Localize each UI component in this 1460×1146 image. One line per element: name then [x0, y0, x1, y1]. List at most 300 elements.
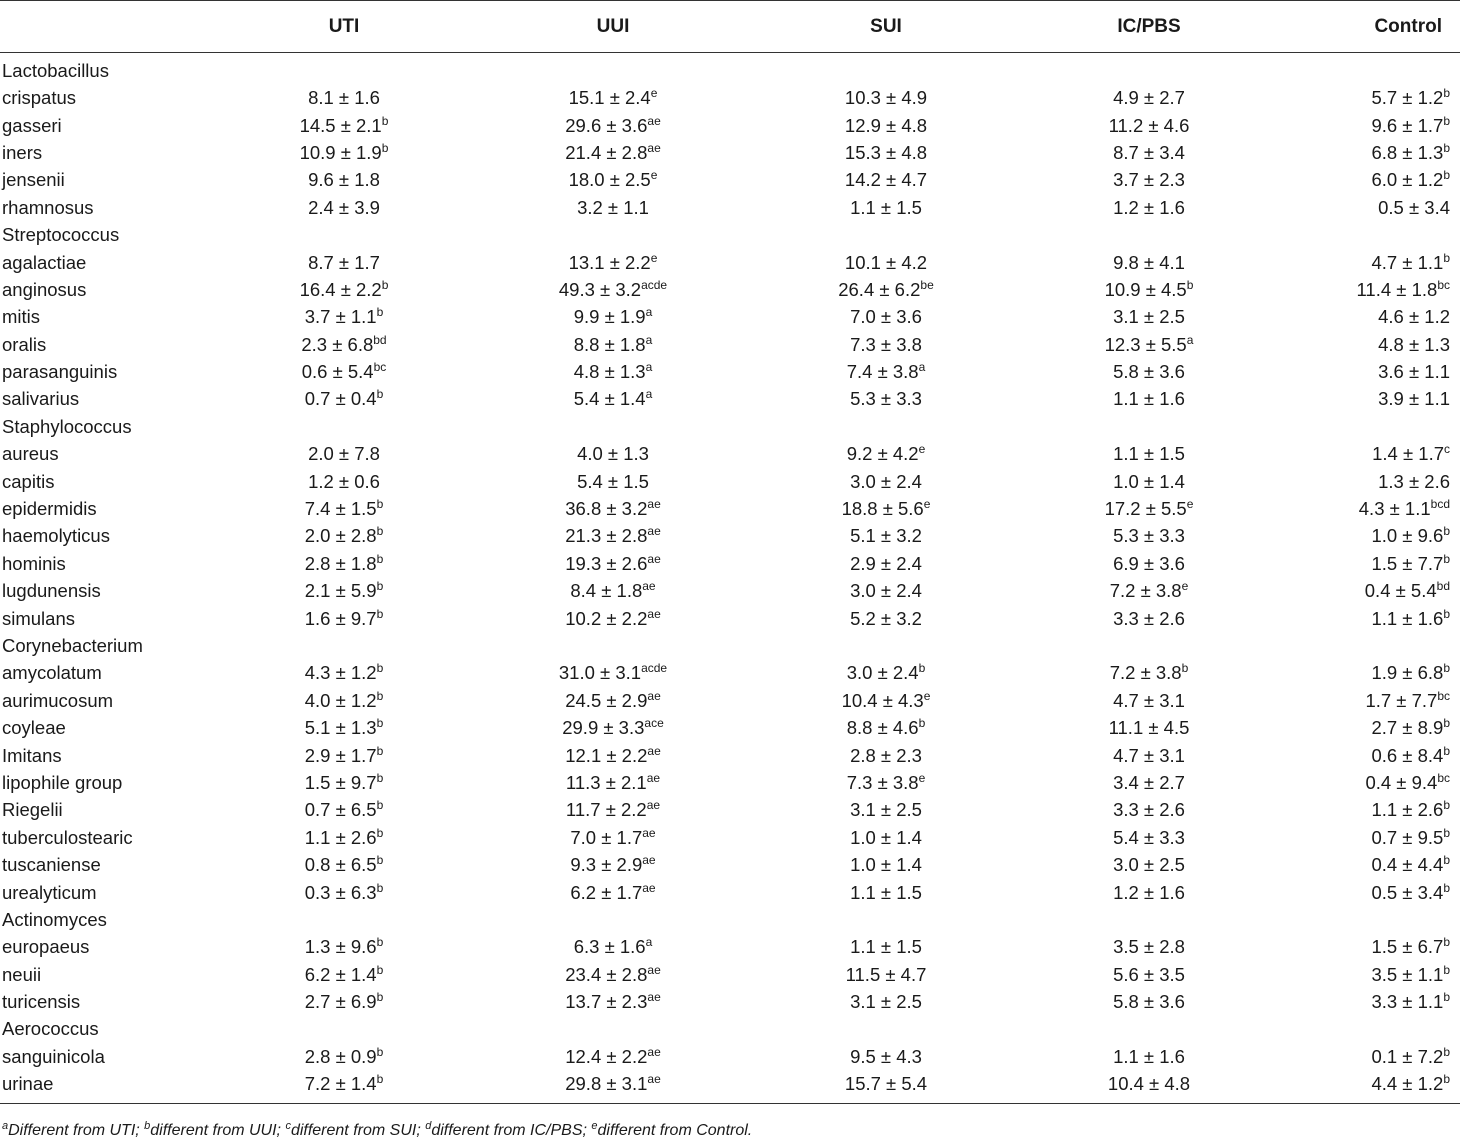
cell-value: 9.5 ± 4.3: [850, 1045, 922, 1067]
table-cell: [1004, 53, 1294, 85]
table-row: [0, 467, 1460, 494]
table-row: [0, 961, 1460, 988]
cell-superscript: a: [645, 305, 653, 320]
species-label: iners: [2, 141, 43, 163]
table-cell: [1004, 1015, 1294, 1042]
table-cell: [458, 221, 768, 248]
cell-value: 5.7 ± 1.2: [1371, 87, 1444, 109]
table-cell: [768, 1070, 1004, 1104]
table-cell: [1294, 1043, 1460, 1070]
cell-superscript: b: [376, 579, 384, 594]
cell-value: 9.6 ± 1.7: [1371, 114, 1444, 136]
table-cell: [1294, 1070, 1460, 1104]
table-cell: [1294, 495, 1460, 522]
table-row: [0, 248, 1460, 275]
table-cell: [1004, 632, 1294, 659]
table-row: [0, 331, 1460, 358]
table-cell: [1294, 878, 1460, 905]
table-cell: [768, 961, 1004, 988]
cell-superscript: ae: [647, 140, 661, 155]
cell-value: 3.2 ± 1.1: [577, 196, 649, 218]
table-row: [0, 276, 1460, 303]
cell-superscript: ae: [642, 825, 656, 840]
table-cell: [1004, 413, 1294, 440]
table-cell: [230, 194, 458, 221]
cell-superscript: a: [645, 332, 653, 347]
cell-superscript: b: [1443, 853, 1450, 868]
table-cell: [768, 467, 1004, 494]
table-row: [0, 933, 1460, 960]
table-cell: [1294, 632, 1460, 659]
cell-value: 0.3 ± 6.3: [304, 881, 377, 903]
table-cell: [458, 906, 768, 933]
cell-value: 1.9 ± 6.8: [1371, 662, 1444, 684]
cell-superscript: a: [645, 935, 653, 950]
table-cell: [1004, 988, 1294, 1015]
table-row: [0, 604, 1460, 631]
cell-value: 6.8 ± 1.3: [1371, 141, 1444, 163]
cell-value: 0.7 ± 9.5: [1371, 826, 1444, 848]
cell-superscript: e: [1181, 579, 1189, 594]
cell-superscript: ae: [647, 743, 661, 758]
cell-superscript: b: [376, 497, 384, 512]
footnote-marker: b: [144, 1120, 151, 1132]
table-cell: [230, 467, 458, 494]
group-header-row: [0, 1015, 1460, 1042]
group-header-row: [0, 632, 1460, 659]
cell-value: 11.5 ± 4.7: [845, 963, 927, 985]
table-cell: [768, 166, 1004, 193]
species-label: tuscaniense: [2, 854, 101, 876]
table-cell: [768, 632, 1004, 659]
cell-value: 6.9 ± 3.6: [1113, 552, 1185, 574]
table-cell: [1004, 139, 1294, 166]
cell-superscript: b: [1443, 250, 1450, 265]
cell-value: 7.0 ± 1.7: [570, 826, 643, 848]
table-cell: [230, 714, 458, 741]
cell-superscript: e: [650, 168, 658, 183]
table-row: [0, 851, 1460, 878]
table-cell: [230, 632, 458, 659]
cell-value: 4.8 ± 1.3: [1378, 333, 1450, 355]
cell-value: 0.7 ± 0.4: [304, 388, 377, 410]
species-label: lipophile group: [2, 771, 123, 793]
table-cell: [768, 1043, 1004, 1070]
species-label: haemolyticus: [2, 525, 110, 547]
table-cell: [1004, 714, 1294, 741]
table-cell: [458, 84, 768, 111]
cell-superscript: ae: [647, 1044, 661, 1059]
cell-value: 12.1 ± 2.2: [565, 744, 648, 766]
table-cell: [1004, 769, 1294, 796]
table-cell: [230, 166, 458, 193]
genus-label: Corynebacterium: [2, 635, 143, 656]
table-cell: [768, 331, 1004, 358]
cell-value: 3.0 ± 2.4: [850, 470, 922, 492]
cell-superscript: b: [376, 990, 384, 1005]
cell-superscript: ae: [642, 880, 656, 895]
table-cell: [1294, 906, 1460, 933]
cell-value: 1.5 ± 7.7: [1371, 552, 1444, 574]
cell-value: 1.7 ± 7.7: [1365, 689, 1438, 711]
table-cell: [1004, 194, 1294, 221]
cell-superscript: b: [918, 661, 926, 676]
table-cell: [1294, 84, 1460, 111]
cell-value: 2.8 ± 1.8: [304, 552, 377, 574]
table-cell: [1004, 577, 1294, 604]
table-cell: [1294, 522, 1460, 549]
cell-superscript: b: [1186, 277, 1194, 292]
table-cell: [458, 1015, 768, 1042]
table-cell: [230, 824, 458, 851]
cell-value: 4.9 ± 2.7: [1113, 87, 1185, 109]
table-cell: [458, 851, 768, 878]
table-cell: [1294, 1015, 1460, 1042]
table-cell: [1294, 851, 1460, 878]
table-footnote: [2, 1122, 752, 1140]
column-header-ic-pbs: IC/PBS: [1004, 1, 1294, 53]
group-header-row: [0, 906, 1460, 933]
table-cell: [230, 522, 458, 549]
cell-superscript: bd: [1436, 579, 1450, 594]
cell-value: 0.6 ± 8.4: [1371, 744, 1444, 766]
table-cell: [768, 906, 1004, 933]
table-cell: [1294, 440, 1460, 467]
cell-value: 1.0 ± 1.4: [850, 826, 922, 848]
cell-superscript: b: [376, 880, 384, 895]
cell-value: 14.5 ± 2.1: [299, 114, 382, 136]
table-cell: [230, 440, 458, 467]
cell-superscript: ace: [644, 716, 664, 731]
cell-value: 10.4 ± 4.3: [841, 689, 924, 711]
table-cell: [1294, 577, 1460, 604]
table-cell: [1294, 550, 1460, 577]
table-cell: [1294, 53, 1460, 85]
cell-value: 0.5 ± 3.4: [1371, 881, 1444, 903]
cell-value: 14.2 ± 4.7: [844, 169, 928, 191]
cell-value: 8.8 ± 4.6: [846, 717, 919, 739]
cell-superscript: ae: [646, 798, 661, 813]
table-cell: [230, 276, 458, 303]
species-label: Imitans: [2, 744, 62, 766]
cell-value: 3.1 ± 2.5: [850, 799, 922, 821]
table-cell: [1294, 221, 1460, 248]
cell-value: 2.9 ± 2.4: [850, 552, 922, 574]
table-cell: [768, 221, 1004, 248]
cell-value: 6.3 ± 1.6: [573, 936, 646, 958]
table-cell: [1004, 933, 1294, 960]
cell-value: 9.9 ± 1.9: [573, 306, 646, 328]
table-cell: [768, 194, 1004, 221]
cell-value: 1.3 ± 2.6: [1378, 470, 1450, 492]
table-cell: [768, 303, 1004, 330]
cell-value: 1.1 ± 1.6: [1113, 1045, 1185, 1067]
table-cell: [1294, 111, 1460, 138]
cell-value: 1.1 ± 1.5: [850, 196, 922, 218]
cell-superscript: b: [1443, 798, 1450, 813]
cell-value: 29.9 ± 3.3: [562, 717, 645, 739]
table-cell: [458, 495, 768, 522]
table-row: [0, 1070, 1460, 1104]
cell-value: 7.2 ± 3.8: [1109, 580, 1182, 602]
table-row: [0, 385, 1460, 412]
table-cell: [1004, 467, 1294, 494]
table-cell: [458, 933, 768, 960]
table-cell: [1294, 303, 1460, 330]
species-label: mitis: [2, 306, 41, 328]
table-cell: [1294, 604, 1460, 631]
cell-value: 5.3 ± 3.3: [1113, 525, 1185, 547]
cell-superscript: b: [376, 962, 384, 977]
table-row: [0, 111, 1460, 138]
table-row: [0, 577, 1460, 604]
table-cell: [1004, 906, 1294, 933]
cell-value: 2.7 ± 6.9: [304, 991, 377, 1013]
cell-value: 1.0 ± 1.4: [850, 854, 922, 876]
cell-value: 3.3 ± 1.1: [1371, 991, 1444, 1013]
table-cell: [458, 522, 768, 549]
species-label: Riegelii: [2, 799, 63, 821]
cell-value: 2.8 ± 0.9: [304, 1045, 377, 1067]
cell-superscript: e: [923, 688, 931, 703]
column-header-label: [0, 1, 230, 53]
species-label: gasseri: [2, 114, 62, 136]
cell-value: 7.2 ± 3.8: [1109, 662, 1182, 684]
table-cell: [230, 659, 458, 686]
cell-superscript: ae: [647, 524, 661, 539]
cell-superscript: ae: [647, 688, 661, 703]
cell-superscript: acde: [641, 661, 668, 676]
table-cell: [768, 769, 1004, 796]
cell-value: 10.2 ± 2.2: [565, 607, 648, 629]
table-cell: [1004, 221, 1294, 248]
table-cell: [458, 769, 768, 796]
cell-value: 5.4 ± 3.3: [1113, 826, 1185, 848]
cell-value: 2.1 ± 5.9: [304, 580, 377, 602]
cell-value: 7.0 ± 3.6: [850, 306, 922, 328]
cell-value: 3.0 ± 2.4: [850, 580, 922, 602]
table-cell: [1004, 111, 1294, 138]
table-cell: [1004, 550, 1294, 577]
cell-value: 5.4 ± 1.4: [573, 388, 646, 410]
table-cell: [230, 1070, 458, 1104]
cell-value: 3.4 ± 2.7: [1113, 771, 1185, 793]
cell-value: 18.0 ± 2.5: [568, 169, 651, 191]
table-row: [0, 84, 1460, 111]
table-row: [0, 796, 1460, 823]
genus-label: Actinomyces: [2, 908, 107, 930]
cell-superscript: e: [923, 497, 931, 512]
table-row: [0, 166, 1460, 193]
cell-superscript: acde: [641, 277, 668, 292]
table-cell: [230, 1043, 458, 1070]
species-label: aureus: [2, 443, 59, 465]
cell-superscript: bd: [373, 332, 387, 347]
cell-value: 3.3 ± 2.6: [1113, 607, 1185, 629]
cell-value: 26.4 ± 6.2: [838, 278, 921, 300]
table-cell: [1004, 166, 1294, 193]
cell-value: 5.6 ± 3.5: [1113, 963, 1185, 985]
table-cell: [458, 741, 768, 768]
table-cell: [1294, 796, 1460, 823]
cell-value: 8.4 ± 1.8: [570, 580, 643, 602]
cell-value: 10.4 ± 4.8: [1107, 1073, 1191, 1095]
cell-value: 2.8 ± 2.3: [850, 744, 922, 766]
cell-value: 2.9 ± 1.7: [304, 744, 377, 766]
table-cell: [1294, 741, 1460, 768]
column-header-uti: UTI: [230, 1, 458, 53]
table-cell: [458, 331, 768, 358]
cell-value: 3.5 ± 2.8: [1113, 936, 1185, 958]
cell-superscript: e: [918, 442, 926, 457]
cell-superscript: ae: [647, 962, 661, 977]
table-row: [0, 1043, 1460, 1070]
cell-value: 23.4 ± 2.8: [565, 963, 648, 985]
cell-superscript: a: [1186, 332, 1194, 347]
cell-superscript: bcd: [1430, 497, 1450, 512]
cell-value: 4.4 ± 1.2: [1371, 1073, 1444, 1095]
table-cell: [1294, 166, 1460, 193]
column-header-control: Control: [1294, 1, 1460, 53]
table-cell: [1004, 824, 1294, 851]
cell-value: 1.2 ± 1.6: [1113, 196, 1185, 218]
cell-value: 10.1 ± 4.2: [844, 251, 928, 273]
species-label: sanguinicola: [2, 1045, 105, 1067]
cell-value: 8.7 ± 1.7: [308, 251, 380, 273]
species-label: urinae: [0, 1070, 230, 1104]
species-label: simulans: [2, 607, 75, 629]
cell-value: 1.2 ± 0.6: [308, 470, 380, 492]
cell-superscript: b: [376, 853, 384, 868]
cell-superscript: b: [1443, 140, 1450, 155]
cell-value: 1.1 ± 1.6: [1371, 607, 1444, 629]
table-cell: [230, 769, 458, 796]
group-header-row: [0, 413, 1460, 440]
column-header-sui: SUI: [768, 1, 1004, 53]
cell-superscript: b: [381, 140, 389, 155]
cell-superscript: c: [1444, 442, 1450, 457]
table-cell: [1294, 385, 1460, 412]
table-cell: [230, 139, 458, 166]
table-cell: [1294, 933, 1460, 960]
table-cell: [458, 796, 768, 823]
cell-value: 3.7 ± 1.1: [304, 306, 377, 328]
table-cell: [458, 385, 768, 412]
table-cell: [458, 358, 768, 385]
cell-superscript: b: [1181, 661, 1189, 676]
cell-value: 5.8 ± 3.6: [1113, 991, 1185, 1013]
cell-value: 9.3 ± 2.9: [570, 854, 643, 876]
cell-value: 15.3 ± 4.8: [844, 141, 928, 163]
cell-value: 8.1 ± 1.6: [308, 87, 380, 109]
table-cell: [768, 933, 1004, 960]
table-body: [0, 53, 1460, 1104]
cell-superscript: e: [1186, 497, 1194, 512]
table-cell: [1294, 358, 1460, 385]
table-cell: [1004, 878, 1294, 905]
cell-value: 13.7 ± 2.3: [565, 991, 648, 1013]
cell-value: 49.3 ± 3.2: [558, 278, 642, 300]
cell-value: 4.7 ± 1.1: [1371, 251, 1444, 273]
cell-value: 4.8 ± 1.3: [573, 361, 646, 383]
cell-value: 2.3 ± 6.8: [301, 333, 374, 355]
table-cell: [458, 961, 768, 988]
table-cell: [1294, 276, 1460, 303]
species-label: salivarius: [2, 388, 80, 410]
genus-label: Aerococcus: [2, 1018, 99, 1040]
cell-value: 4.3 ± 1.1: [1358, 498, 1431, 520]
cell-superscript: ae: [647, 113, 661, 128]
header-row: [0, 1, 1460, 53]
table-cell: [1004, 495, 1294, 522]
cell-superscript: b: [1443, 1044, 1450, 1059]
cell-value: 3.7 ± 2.3: [1113, 169, 1185, 191]
cell-value: 1.1 ± 1.5: [1113, 443, 1185, 465]
species-label: parasanguinis: [2, 361, 118, 383]
cell-value: 0.7 ± 6.5: [304, 799, 377, 821]
cell-value: 0.4 ± 5.4: [1364, 580, 1437, 602]
table-cell: [768, 659, 1004, 686]
table-cell: [1004, 303, 1294, 330]
cell-value: 13.1 ± 2.2: [568, 251, 651, 273]
table-row: [0, 440, 1460, 467]
cell-superscript: b: [1443, 551, 1450, 566]
species-label: coyleae: [2, 717, 66, 739]
cell-superscript: b: [376, 798, 384, 813]
cell-value: 5.4 ± 1.5: [577, 470, 649, 492]
table-row: [0, 741, 1460, 768]
table-cell: [230, 385, 458, 412]
cell-value: 1.1 ± 1.5: [850, 936, 922, 958]
table-cell: [230, 741, 458, 768]
cell-value: 4.3 ± 1.2: [304, 662, 377, 684]
cell-value: 3.3 ± 2.6: [1113, 799, 1185, 821]
table-cell: [1004, 1043, 1294, 1070]
table-cell: [1004, 84, 1294, 111]
species-label: hominis: [2, 552, 66, 574]
table-cell: [768, 604, 1004, 631]
species-label: crispatus: [2, 87, 77, 109]
cell-value: 4.7 ± 3.1: [1113, 744, 1185, 766]
cell-value: 11.7 ± 2.2: [565, 799, 647, 821]
genus-label: Streptococcus: [2, 224, 120, 246]
table-cell: [458, 550, 768, 577]
table-cell: [1004, 358, 1294, 385]
cell-value: 15.7 ± 5.4: [844, 1073, 928, 1095]
species-label: europaeus: [2, 936, 90, 958]
species-label: jensenii: [2, 169, 65, 191]
table-cell: [1294, 413, 1460, 440]
table-cell: [768, 495, 1004, 522]
table-cell: [458, 139, 768, 166]
cell-value: 11.2 ± 4.6: [1108, 114, 1190, 136]
cell-value: 2.4 ± 3.9: [308, 196, 380, 218]
cell-value: 1.2 ± 1.6: [1113, 881, 1185, 903]
table-cell: [1294, 769, 1460, 796]
cell-value: 1.1 ± 2.6: [304, 826, 377, 848]
table-cell: [458, 194, 768, 221]
table-cell: [458, 659, 768, 686]
table-cell: [768, 796, 1004, 823]
table-cell: [230, 604, 458, 631]
cell-value: 3.1 ± 2.5: [1113, 306, 1185, 328]
cell-value: 29.6 ± 3.6: [565, 114, 648, 136]
cell-value: 10.3 ± 4.9: [844, 87, 928, 109]
cell-value: 24.5 ± 2.9: [565, 689, 648, 711]
table-cell: [1004, 961, 1294, 988]
cell-superscript: b: [1443, 168, 1450, 183]
cell-superscript: ae: [642, 853, 656, 868]
